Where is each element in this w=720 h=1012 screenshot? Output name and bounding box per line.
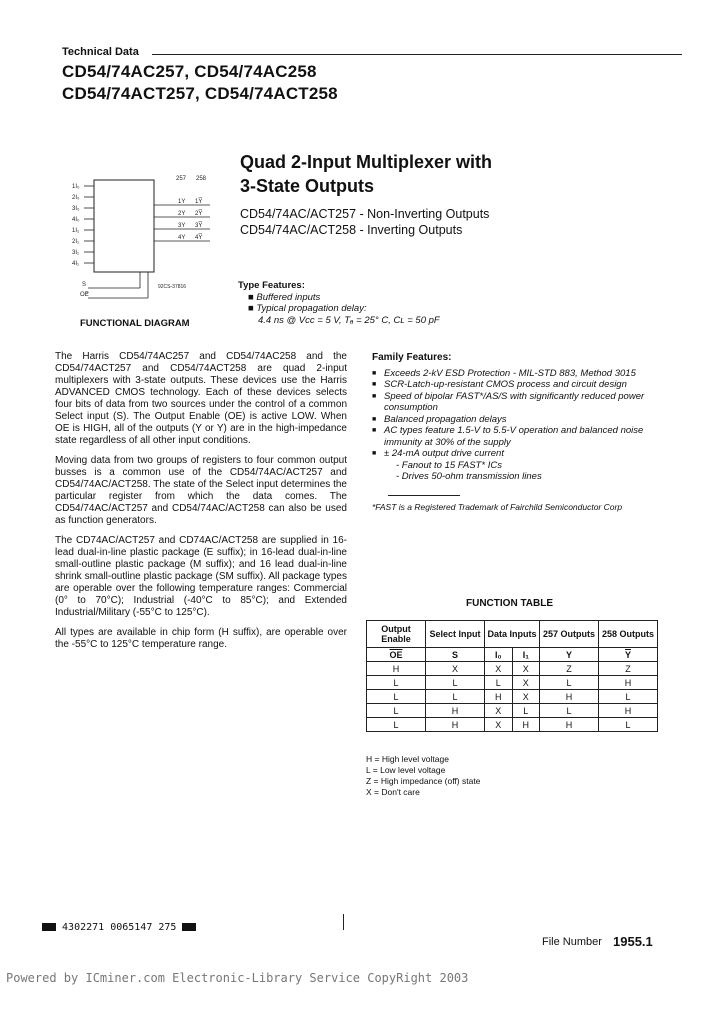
diagram-input: 2I₁ <box>72 239 80 245</box>
family-feature-item: ■ SCR-Latch-up-resistant CMOS process and circuit design <box>372 379 672 391</box>
table-cell: L <box>367 718 426 732</box>
table-cell: L <box>599 690 658 704</box>
table-cell: Z <box>540 662 599 676</box>
table-cell: L <box>367 704 426 718</box>
table-cell: H <box>485 690 513 704</box>
diagram-output-inv: 4Y̅ <box>195 235 203 241</box>
functional-diagram <box>70 170 220 305</box>
description-p4: All types are available in chip form (H suffix), are operable over the -55°C to 125°C temperature range. <box>55 627 347 650</box>
file-number: 1955.1 <box>613 934 653 949</box>
table-cell: Z <box>599 662 658 676</box>
diagram-output: 1Y <box>178 199 186 205</box>
subtitle-258: CD54/74AC/ACT258 - Inverting Outputs <box>240 223 463 237</box>
th-i1: I₁ <box>512 648 539 662</box>
footnote-rule <box>388 495 460 496</box>
table-cell: H <box>540 690 599 704</box>
family-feature-subitem: - Drives 50-ohm transmission lines <box>396 471 542 482</box>
table-cell: L <box>426 690 485 704</box>
diagram-input: 3I₁ <box>72 250 80 256</box>
mux-block <box>94 180 154 272</box>
family-feature-item: ■ Balanced propagation delays <box>372 414 672 426</box>
diagram-output-inv: 3Y̅ <box>195 223 203 229</box>
table-cell: H <box>540 718 599 732</box>
diagram-input: 2I₀ <box>72 195 80 201</box>
diagram-select: S <box>82 282 87 288</box>
description-p3: The CD74AC/ACT257 and CD74AC/ACT258 are supplied in 16-lead dual-in-line plastic package (E suffix); in 16-lead dual-in-line small-outline plastic package (M suffix); and 16 lead dual-in-line shrink small-outline plastic package (SM suffix). All package types are operable over the following temperature ranges: Commercial (0° to 70°C); Industrial (-40°C to 85°C); and Extended Industrial/Military (-55°C to 125°C). <box>55 535 347 618</box>
th-ybar: $\overline{Y}$ <box>599 648 658 662</box>
table-cell: L <box>512 704 539 718</box>
th-oe: $\overline{OE}$ <box>367 648 426 662</box>
th-257: 257 Outputs <box>540 621 599 648</box>
th-i0: I₀ <box>485 648 513 662</box>
family-features <box>372 352 672 513</box>
family-feature-item: ■ AC types feature 1.5-V to 5.5-V operation and balanced noise immunity at 30% of the supply <box>372 425 672 448</box>
tech-data-label: Technical Data <box>62 46 139 58</box>
subtitle-257: CD54/74AC/ACT257 - Non-Inverting Outputs <box>240 207 490 221</box>
table-cell: X <box>485 704 513 718</box>
barcode-block-right <box>182 923 196 931</box>
table-cell: X <box>512 676 539 690</box>
table-cell: L <box>367 690 426 704</box>
table-cell: H <box>426 718 485 732</box>
legend-item: L = Low level voltage <box>366 765 446 775</box>
table-cell: X <box>426 662 485 676</box>
type-features-heading: Type Features: <box>238 280 305 291</box>
legend-item: X = Don't care <box>366 787 420 797</box>
type-feature-delay: 4.4 ns @ Vᴄᴄ = 5 V, Tₐ = 25° C, Cʟ = 50 pF <box>258 314 440 326</box>
family-features-heading: Family Features: <box>372 352 452 363</box>
table-cell: X <box>485 662 513 676</box>
th-y: Y <box>540 648 599 662</box>
powered-by-footer: Powered by ICminer.com Electronic-Library Service CopyRight 2003 <box>6 971 469 985</box>
table-cell: X <box>512 662 539 676</box>
margin-mark <box>343 914 344 930</box>
description-p2: Moving data from two groups of registers to four common output busses is a common use of the CD54/74AC/ACT257 and CD54/74AC/ACT258. The state of the Select input determines the particular register from which the data comes. The CD54/74AC/ACT257 and CD54/74AC/ACT258 can also be used as function generators. <box>55 455 347 526</box>
table-row <box>367 718 658 732</box>
part-numbers-line2: CD54/74ACT257, CD54/74ACT258 <box>62 84 338 103</box>
diagram-output-inv: 2Y̅ <box>195 211 203 217</box>
diagram-output-inv: 1Y̅ <box>195 199 203 205</box>
table-cell: X <box>512 690 539 704</box>
table-cell: X <box>485 718 513 732</box>
diagram-input: 1I₁ <box>72 228 80 234</box>
table-legend <box>366 754 480 798</box>
table-row <box>367 676 658 690</box>
type-features <box>238 280 538 326</box>
table-cell: H <box>426 704 485 718</box>
table-cell: H <box>367 662 426 676</box>
barcode-block-left <box>42 923 56 931</box>
diagram-output: 3Y <box>178 223 186 229</box>
table-cell: H <box>599 676 658 690</box>
th-data: Data Inputs <box>485 621 540 648</box>
fast-footnote: *FAST is a Registered Trademark of Fairchild Semiconductor Corp <box>372 501 623 512</box>
diagram-input: 4I₁ <box>72 261 80 267</box>
header-rule <box>152 54 682 55</box>
legend-item: Z = High impedance (off) state <box>366 776 481 786</box>
th-select: Select Input <box>426 621 485 648</box>
barcode-line <box>42 922 196 933</box>
table-cell: L <box>599 718 658 732</box>
table-cell: H <box>599 704 658 718</box>
type-feature-text: Buffered inputs <box>256 291 321 303</box>
th-s: S <box>426 648 485 662</box>
diagram-caption: FUNCTIONAL DIAGRAM <box>80 318 190 329</box>
diagram-input: 3I₀ <box>72 206 80 212</box>
th-output-enable: Output Enable <box>367 621 426 648</box>
table-row <box>367 704 658 718</box>
diagram-257-header: 257 <box>176 176 187 182</box>
family-feature-item: ■ Exceeds 2-kV ESD Protection - MIL-STD 883, Method 3015 <box>372 368 672 380</box>
diagram-input: 1I₀ <box>72 184 80 190</box>
file-number-label: File Number <box>542 936 602 948</box>
table-cell: L <box>540 704 599 718</box>
table-cell: L <box>367 676 426 690</box>
table-cell: H <box>512 718 539 732</box>
table-row <box>367 662 658 676</box>
type-feature-item: ■ Typical propagation delay: <box>248 303 367 314</box>
barcode-text: 4302271 0065147 275 <box>62 922 177 933</box>
diagram-oe: OE <box>80 292 89 298</box>
family-feature-item: ■ ± 24-mA output drive current <box>372 448 672 460</box>
family-feature-item: ■ Speed of bipolar FAST*/AS/S with significantly reduced power consumption <box>372 391 672 414</box>
th-258: 258 Outputs <box>599 621 658 648</box>
title-line1: Quad 2-Input Multiplexer with <box>240 152 492 172</box>
part-numbers-line1: CD54/74AC257, CD54/74AC258 <box>62 62 317 81</box>
function-table-title: FUNCTION TABLE <box>466 598 554 609</box>
description <box>55 351 347 659</box>
title-line2: 3-State Outputs <box>240 176 375 196</box>
diagram-258-header: 258 <box>196 176 207 182</box>
table-row <box>367 690 658 704</box>
diagram-code: 92CS-37816 <box>158 284 187 290</box>
diagram-output: 4Y <box>178 235 186 241</box>
table-cell: L <box>485 676 513 690</box>
table-cell: L <box>426 676 485 690</box>
diagram-output: 2Y <box>178 211 186 217</box>
legend-item: H = High level voltage <box>366 754 449 764</box>
description-p1: The Harris CD54/74AC257 and CD54/74AC258 and the CD54/74ACT257 and CD54/74ACT258 are quad 2-input multiplexers with 3-state outputs. These devices use the Harris ADVANCED CMOS technology. Each of these devices selects four bits of data from two sources under the control of a common Select input (S). The Output Enable (OE) is active LOW. When OE is HIGH, all of the outputs (Y or Y) are in the high-impedance state regardless of all other input conditions. <box>55 351 347 446</box>
function-table <box>366 620 658 732</box>
family-feature-subitem: - Fanout to 15 FAST* ICs <box>396 459 502 471</box>
type-feature-text: Typical propagation delay: <box>256 303 367 314</box>
diagram-input: 4I₀ <box>72 217 80 223</box>
type-feature-item: ■ Buffered inputs <box>248 291 321 303</box>
table-cell: L <box>540 676 599 690</box>
